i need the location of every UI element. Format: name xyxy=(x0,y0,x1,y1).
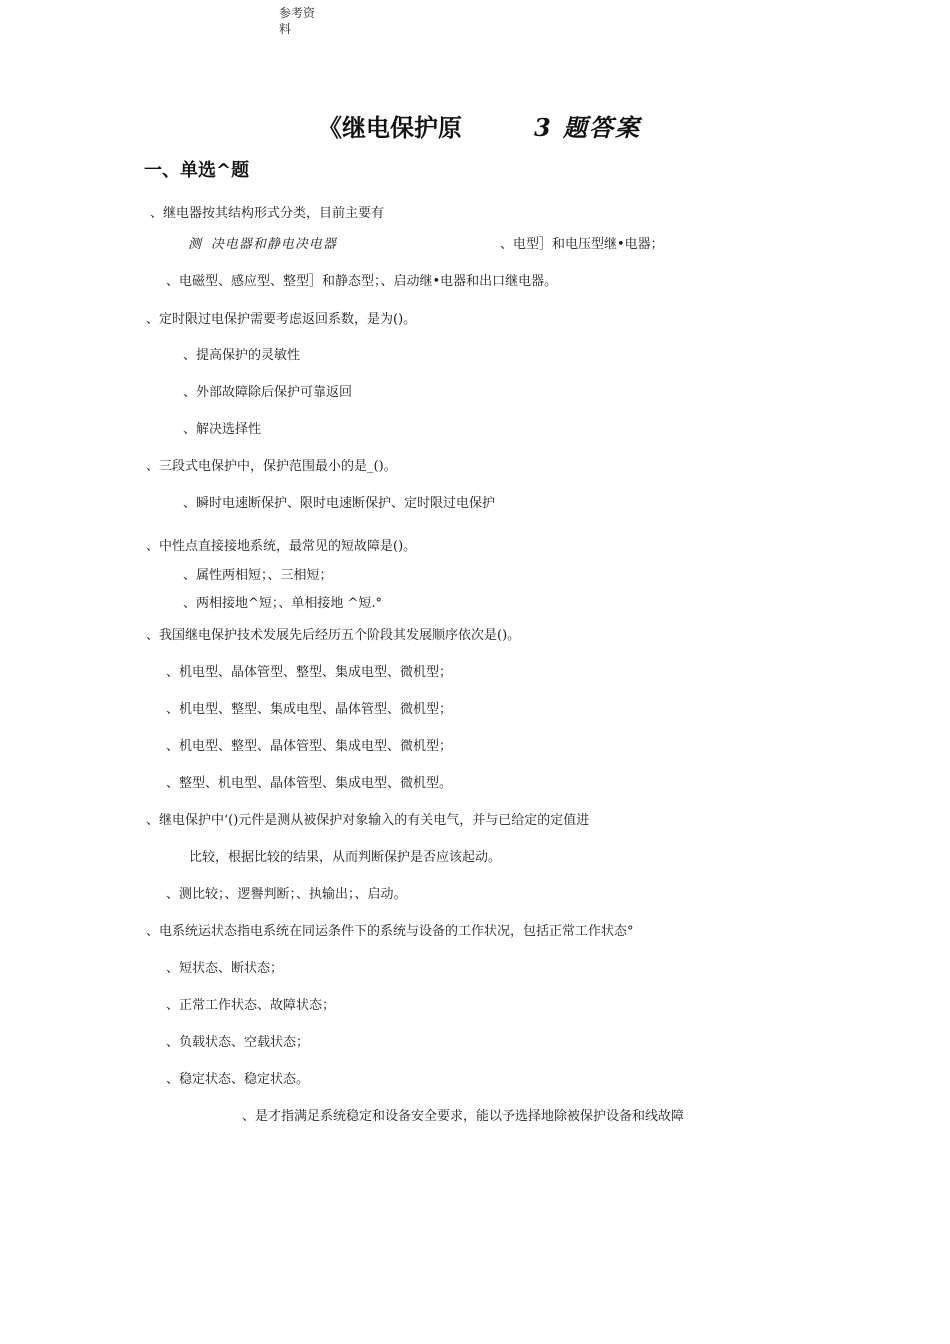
question-6-options: 、测比较；、逻譽判断；、执输出；、启动。 xyxy=(166,887,407,902)
question-3-option: 、瞬时电速断保护、限时电速断保护、定时限过电保护 xyxy=(183,496,496,511)
question-5-option: 、整型、机电型、晶体管型、集成电型、微机型。 xyxy=(166,776,453,791)
header-text-line2: 料 xyxy=(279,22,292,36)
question-7-option: 、稳定状态、稳定状态。 xyxy=(166,1072,310,1087)
question-7: 、电系统运状态指电系统在同运条件下的系统与设备的工作状况，包括正常工作状态° xyxy=(146,924,634,939)
question-7-option: 、正常工作状态、故障状态； xyxy=(166,998,336,1013)
title-part1: 《继电保护原 xyxy=(318,114,462,142)
question-2-option: 、解决选择性 xyxy=(183,422,262,437)
document-title xyxy=(318,113,641,143)
question-2-option: 、外部故障除后保护可靠返回 xyxy=(183,385,353,400)
question-8: 、是才指满足系统稳定和设备安全要求，能以予选择地除被保护设备和线故障 xyxy=(242,1109,685,1124)
header-text-line1: 参考资 xyxy=(279,6,316,20)
question-2-option: 、提高保护的灵敏性 xyxy=(183,348,301,363)
question-3: 、三段式电保护中，保护范围最小的是_()。 xyxy=(146,459,397,474)
question-5-option: 、机电型、晶体管型、整型、集成电型、微机型； xyxy=(166,665,453,680)
question-5-option: 、机电型、整型、集成电型、晶体管型、微机型； xyxy=(166,702,453,717)
question-1: 、继电器按其结构形式分类，目前主要有 xyxy=(150,206,385,221)
question-4-option: 、两相接地^短；、单相接地 ^短.° xyxy=(183,596,383,611)
question-4: 、中性点直接接地系统，最常见的短故障是()。 xyxy=(146,539,417,554)
question-1-options-cd: 、电磁型、感应型、整型］和静态型；、启动继•电器和出口继电器。 xyxy=(166,274,558,289)
question-6: 、继电保护中‘()元件是测从被保护对象输入的有关电气，并与已给定的定值进 xyxy=(146,813,590,828)
question-6-continuation: 比较，根据比较的结果，从而判断保护是否应该起动。 xyxy=(189,850,502,865)
question-4-option: 、属性两相短；、三相短； xyxy=(183,568,333,583)
question-7-option: 、负载状态、空载状态； xyxy=(166,1035,310,1050)
question-1-garbled-text: 测 决电器和静电决电器 xyxy=(188,237,337,252)
question-7-option: 、短状态、断状态； xyxy=(166,961,284,976)
question-5: 、我国继电保护技术发展先后经历五个阶段其发展顺序依次是()。 xyxy=(146,628,521,643)
question-2: 、定时限过电保护需要考虑返回系数，是为()。 xyxy=(146,312,417,327)
question-1-option-b: 、电型］和电压型继•电器； xyxy=(500,237,664,252)
title-part2: 3 题答案 xyxy=(534,113,642,142)
section-heading: 一、单选^题 xyxy=(144,160,250,181)
question-5-option: 、机电型、整型、晶体管型、集成电型、微机型； xyxy=(166,739,453,754)
